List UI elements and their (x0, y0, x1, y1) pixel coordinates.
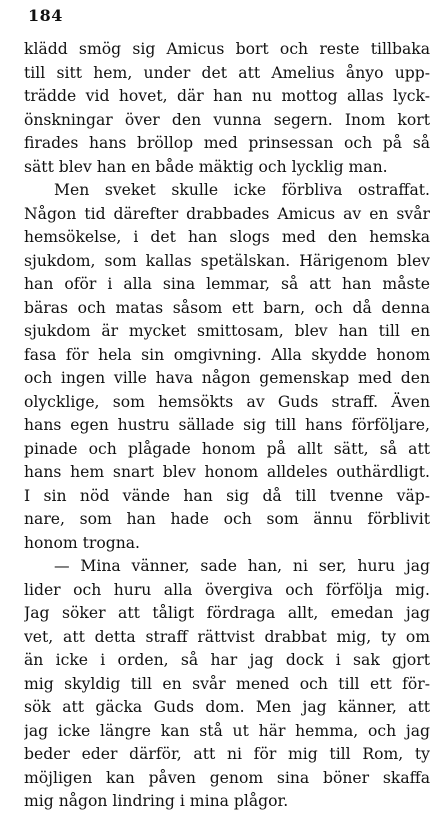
text-line: nare, som han hade och som ännu förblivit (24, 510, 430, 528)
text-line: honom trogna. (24, 533, 140, 552)
text-line: I sin nöd vände han sig då till tvenne väp- (24, 486, 430, 505)
text-line: sjukdom är mycket smittosam, blev han till en (24, 322, 430, 340)
page-number: 184 (28, 6, 63, 25)
text-line: önskningar över den vunna segern. Inom kort (24, 110, 430, 129)
text-line: hans hem snart blev honom alldeles outhärdligt. (24, 463, 430, 481)
text-line: vet, att detta straff rättvist drabbat mig, ty om (24, 627, 430, 646)
text-line: till sitt hem, under det att Amelius ånyo upp- (24, 63, 430, 82)
text-line: Någon tid därefter drabbades Amicus av en svår (24, 204, 430, 223)
text-line: och ingen ville hava någon gemenskap med den (24, 369, 430, 387)
text-line: firades hans bröllop med prinsessan och på så (24, 134, 430, 152)
text-line: mig någon lindring i mina plågor. (24, 792, 289, 810)
text-line: fasa för hela sin omgivning. Alla skydde honom (24, 345, 430, 364)
text-line: Jag söker att tåligt fördraga allt, emedan jag (24, 604, 430, 622)
text-line: klädd smög sig Amicus bort och reste tillbaka (24, 40, 430, 58)
text-line: han oför i alla sina lemmar, så att han måste (24, 275, 430, 293)
text-line: jag icke längre kan stå ut här hemma, och jag (24, 721, 430, 740)
text-line: hemsökelse, i det han slogs med den hemska (24, 228, 430, 246)
body-text (24, 38, 430, 814)
text-line: sjukdom, som kallas spetälskan. Härigenom blev (24, 251, 430, 270)
text-line: hans egen hustru sällade sig till hans förföljare, (24, 416, 430, 434)
text-line: mig skyldig till en svår mened och till ett för- (24, 674, 430, 693)
text-line: sök att gäcka Guds dom. Men jag känner, att (24, 698, 430, 716)
text-line: trädde vid hovet, där han nu mottog allas lyck- (24, 87, 430, 105)
text-line: bäras och matas såsom ett barn, och då denna (24, 298, 430, 317)
text-line: möjligen kan påven genom sina böner skaffa (24, 768, 430, 787)
text-line: lider och huru alla övergiva och förfölja mig. (24, 580, 430, 599)
text-line: pinade och plågade honom på allt sätt, så att (24, 439, 430, 458)
text-line: olycklige, som hemsökts av Guds straff. Även (24, 392, 430, 411)
text-line: än icke i orden, så har jag dock i sak gjort (24, 651, 430, 669)
text-line: Men sveket skulle icke förbliva ostraffat. (54, 181, 430, 199)
text-line: beder eder därför, att ni för mig till Rom, ty (24, 745, 430, 763)
text-line: — Mina vänner, sade han, ni ser, huru jag (54, 557, 430, 575)
text-line: sätt blev han en både mäktig och lycklig man. (24, 157, 388, 176)
